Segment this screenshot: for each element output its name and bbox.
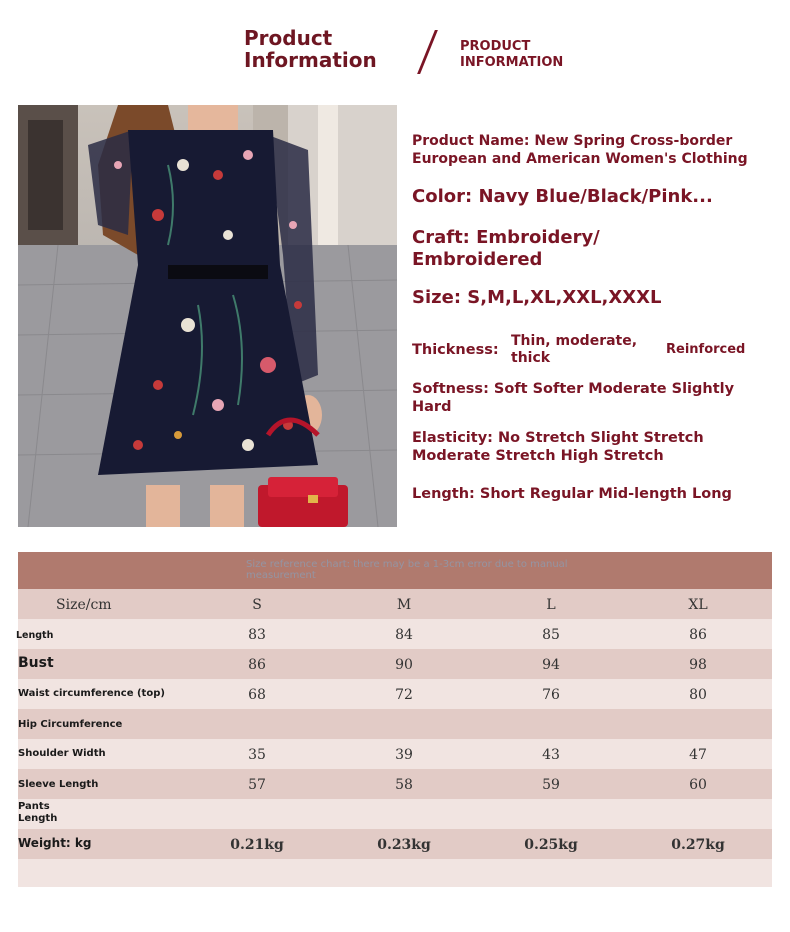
product-photo (18, 105, 397, 527)
size-header-m: M (396, 597, 412, 613)
row-label-waist: Waist circumference (top) (18, 688, 165, 699)
table-row (18, 799, 772, 829)
table-cell: 98 (689, 657, 707, 673)
product-name-line1: Product Name: New Spring Cross-border (412, 133, 733, 149)
size-table-header-row (18, 589, 772, 619)
row-label-sleeve: Sleeve Length (18, 779, 99, 790)
table-row (18, 709, 772, 739)
size-header-s: S (252, 597, 262, 613)
section-title (244, 27, 377, 71)
row-label-pants: Pants Length (18, 801, 58, 824)
table-cell: 68 (248, 687, 266, 703)
product-length (412, 485, 732, 503)
title-divider (417, 30, 438, 74)
product-size (412, 287, 662, 309)
section-subtitle-line2: INFORMATION (460, 55, 564, 70)
row-label-weight: Weight: kg (18, 836, 92, 850)
table-cell: 57 (248, 777, 266, 793)
product-craft-line1: Craft: Embroidery/ (412, 227, 600, 248)
table-cell: 86 (248, 657, 266, 673)
product-softness-line1: Softness: Soft Softer Moderate Slightly (412, 381, 735, 397)
table-row-empty (18, 859, 772, 887)
product-thickness-label: Thickness: (412, 342, 499, 358)
table-cell: 0.25kg (524, 837, 578, 853)
table-row (18, 619, 772, 649)
row-label-length: Length (16, 630, 54, 641)
product-length-text: Length: Short Regular Mid-length Long (412, 486, 732, 502)
product-elasticity (412, 429, 704, 465)
product-elasticity-line1: Elasticity: No Stretch Slight Stretch (412, 430, 704, 446)
product-craft (412, 227, 600, 271)
table-cell: 0.23kg (377, 837, 431, 853)
table-cell: 94 (542, 657, 560, 673)
size-table-note-band (18, 552, 772, 589)
table-row (18, 649, 772, 679)
table-cell: 85 (542, 627, 560, 643)
table-cell: 0.21kg (230, 837, 284, 853)
product-color (412, 186, 713, 208)
table-cell: 60 (689, 777, 707, 793)
table-cell: 83 (248, 627, 266, 643)
product-thickness-value-line2: thick (511, 350, 551, 366)
product-thickness-value-line1: Thin, moderate, (511, 333, 638, 349)
table-cell: 86 (689, 627, 707, 643)
table-row (18, 769, 772, 799)
product-thickness-value (511, 333, 637, 367)
table-cell: 43 (542, 747, 560, 763)
section-title-line1: Product (244, 26, 333, 50)
section-title-line2: Information (244, 48, 377, 72)
size-header-label: Size/cm (56, 597, 112, 613)
table-cell: 35 (248, 747, 266, 763)
table-cell: 80 (689, 687, 707, 703)
product-softness (412, 380, 734, 416)
table-row (18, 739, 772, 769)
product-craft-line2: Embroidered (412, 249, 543, 270)
product-name-line2: European and American Women's Clothing (412, 151, 748, 167)
product-elasticity-line2: Moderate Stretch High Stretch (412, 448, 664, 464)
product-softness-line2: Hard (412, 399, 452, 415)
product-color-text: Color: Navy Blue/Black/Pink... (412, 186, 713, 207)
section-subtitle (460, 39, 563, 71)
table-cell: 84 (395, 627, 413, 643)
table-cell: 39 (395, 747, 413, 763)
size-table (18, 552, 772, 887)
table-cell: 59 (542, 777, 560, 793)
table-cell: 72 (395, 687, 413, 703)
section-subtitle-line1: PRODUCT (460, 39, 531, 54)
table-row (18, 679, 772, 709)
row-label-bust: Bust (18, 655, 54, 671)
table-row (18, 829, 772, 859)
product-size-text: Size: S,M,L,XL,XXL,XXXL (412, 287, 662, 308)
size-table-note: Size reference chart: there may be a 1-3cm error due to manual measurement (246, 559, 568, 581)
table-cell: 76 (542, 687, 560, 703)
table-cell: 0.27kg (671, 837, 725, 853)
table-cell: 90 (395, 657, 413, 673)
product-thickness-extra: Reinforced (666, 342, 746, 357)
row-label-hip: Hip Circumference (18, 719, 123, 730)
row-label-shoulder: Shoulder Width (18, 748, 106, 759)
product-name (412, 132, 748, 168)
table-cell: 58 (395, 777, 413, 793)
size-header-l: L (546, 597, 556, 613)
table-cell: 47 (689, 747, 707, 763)
size-header-xl: XL (688, 597, 708, 613)
